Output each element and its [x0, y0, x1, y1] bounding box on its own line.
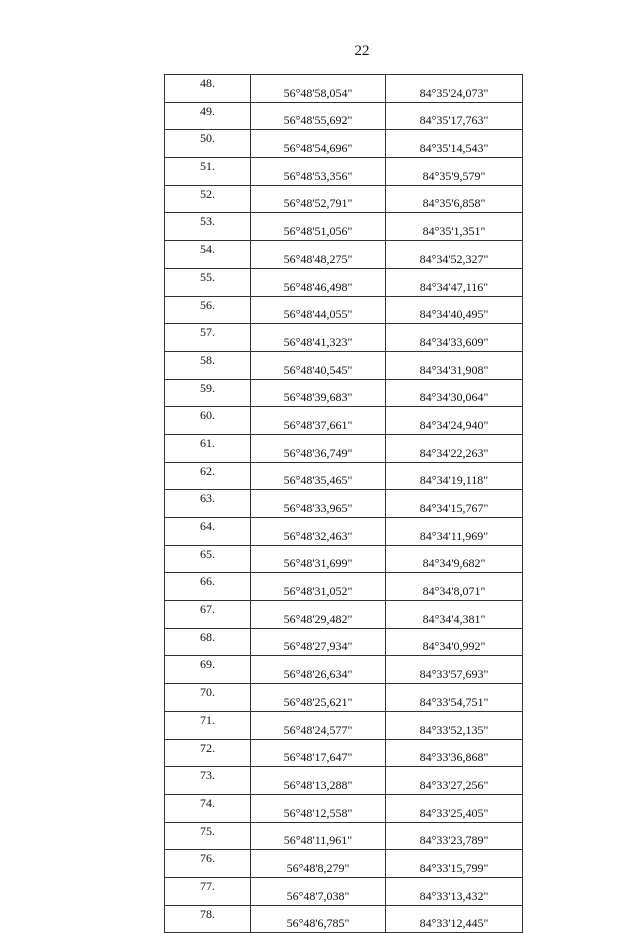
longitude-cell: 84°34'9,682" [386, 545, 523, 573]
coordinates-table-body [165, 75, 523, 933]
table-row [165, 767, 523, 795]
latitude-cell: 56°48'17,647" [251, 739, 386, 767]
longitude-cell: 84°35'1,351" [386, 213, 523, 241]
table-row [165, 296, 523, 324]
table-row [165, 601, 523, 629]
longitude-cell: 84°34'31,908" [386, 351, 523, 379]
point-number-cell: 48. [165, 75, 251, 103]
longitude-cell: 84°34'4,381" [386, 601, 523, 629]
longitude-cell: 84°34'47,116" [386, 268, 523, 296]
point-number-cell: 59. [165, 379, 251, 407]
point-number-cell: 68. [165, 628, 251, 656]
table-row [165, 518, 523, 546]
latitude-cell: 56°48'6,785" [251, 905, 386, 933]
longitude-cell: 84°33'12,445" [386, 905, 523, 933]
latitude-cell: 56°48'58,054" [251, 75, 386, 103]
latitude-cell: 56°48'55,692" [251, 102, 386, 130]
longitude-cell: 84°34'22,263" [386, 434, 523, 462]
table-row [165, 490, 523, 518]
table-row [165, 545, 523, 573]
longitude-cell: 84°34'52,327" [386, 241, 523, 269]
latitude-cell: 56°48'52,791" [251, 185, 386, 213]
point-number-cell: 52. [165, 185, 251, 213]
point-number-cell: 71. [165, 711, 251, 739]
longitude-cell: 84°33'15,799" [386, 850, 523, 878]
latitude-cell: 56°48'48,275" [251, 241, 386, 269]
point-number-cell: 62. [165, 462, 251, 490]
latitude-cell: 56°48'51,056" [251, 213, 386, 241]
latitude-cell: 56°48'31,052" [251, 573, 386, 601]
table-row [165, 407, 523, 435]
longitude-cell: 84°33'36,868" [386, 739, 523, 767]
point-number-cell: 69. [165, 656, 251, 684]
longitude-cell: 84°33'27,256" [386, 767, 523, 795]
table-row [165, 794, 523, 822]
longitude-cell: 84°33'52,135" [386, 711, 523, 739]
longitude-cell: 84°33'13,432" [386, 877, 523, 905]
table-row [165, 268, 523, 296]
table-row [165, 739, 523, 767]
latitude-cell: 56°48'40,545" [251, 351, 386, 379]
table-row [165, 905, 523, 933]
point-number-cell: 61. [165, 434, 251, 462]
table-row [165, 711, 523, 739]
latitude-cell: 56°48'41,323" [251, 324, 386, 352]
table-row [165, 379, 523, 407]
latitude-cell: 56°48'24,577" [251, 711, 386, 739]
table-row [165, 877, 523, 905]
longitude-cell: 84°34'11,969" [386, 518, 523, 546]
longitude-cell: 84°34'30,064" [386, 379, 523, 407]
point-number-cell: 53. [165, 213, 251, 241]
table-row [165, 158, 523, 186]
point-number-cell: 54. [165, 241, 251, 269]
latitude-cell: 56°48'37,661" [251, 407, 386, 435]
table-row [165, 102, 523, 130]
latitude-cell: 56°48'26,634" [251, 656, 386, 684]
latitude-cell: 56°48'13,288" [251, 767, 386, 795]
table-row [165, 850, 523, 878]
table-row [165, 351, 523, 379]
table-row [165, 656, 523, 684]
point-number-cell: 51. [165, 158, 251, 186]
point-number-cell: 56. [165, 296, 251, 324]
table-row [165, 324, 523, 352]
table-row [165, 628, 523, 656]
point-number-cell: 55. [165, 268, 251, 296]
latitude-cell: 56°48'29,482" [251, 601, 386, 629]
longitude-cell: 84°34'15,767" [386, 490, 523, 518]
page-number: 22 [354, 43, 370, 59]
latitude-cell: 56°48'7,038" [251, 877, 386, 905]
point-number-cell: 67. [165, 601, 251, 629]
point-number-cell: 65. [165, 545, 251, 573]
table-row [165, 185, 523, 213]
latitude-cell: 56°48'27,934" [251, 628, 386, 656]
point-number-cell: 49. [165, 102, 251, 130]
table-row [165, 822, 523, 850]
latitude-cell: 56°48'25,621" [251, 684, 386, 712]
point-number-cell: 73. [165, 767, 251, 795]
longitude-cell: 84°33'54,751" [386, 684, 523, 712]
table-row [165, 573, 523, 601]
longitude-cell: 84°35'17,763" [386, 102, 523, 130]
longitude-cell: 84°33'23,789" [386, 822, 523, 850]
longitude-cell: 84°34'8,071" [386, 573, 523, 601]
longitude-cell: 84°35'14,543" [386, 130, 523, 158]
point-number-cell: 58. [165, 351, 251, 379]
table-row [165, 213, 523, 241]
longitude-cell: 84°33'25,405" [386, 794, 523, 822]
longitude-cell: 84°35'24,073" [386, 75, 523, 103]
latitude-cell: 56°48'36,749" [251, 434, 386, 462]
latitude-cell: 56°48'11,961" [251, 822, 386, 850]
table-row [165, 434, 523, 462]
latitude-cell: 56°48'33,965" [251, 490, 386, 518]
point-number-cell: 75. [165, 822, 251, 850]
coordinates-table [164, 74, 523, 933]
longitude-cell: 84°33'57,693" [386, 656, 523, 684]
latitude-cell: 56°48'44,055" [251, 296, 386, 324]
point-number-cell: 78. [165, 905, 251, 933]
point-number-cell: 64. [165, 518, 251, 546]
latitude-cell: 56°48'8,279" [251, 850, 386, 878]
table-row [165, 241, 523, 269]
latitude-cell: 56°48'54,696" [251, 130, 386, 158]
point-number-cell: 60. [165, 407, 251, 435]
longitude-cell: 84°34'24,940" [386, 407, 523, 435]
longitude-cell: 84°34'19,118" [386, 462, 523, 490]
point-number-cell: 74. [165, 794, 251, 822]
longitude-cell: 84°35'9,579" [386, 158, 523, 186]
table-row [165, 462, 523, 490]
latitude-cell: 56°48'46,498" [251, 268, 386, 296]
table-row [165, 130, 523, 158]
latitude-cell: 56°48'35,465" [251, 462, 386, 490]
point-number-cell: 63. [165, 490, 251, 518]
point-number-cell: 50. [165, 130, 251, 158]
latitude-cell: 56°48'39,683" [251, 379, 386, 407]
point-number-cell: 72. [165, 739, 251, 767]
latitude-cell: 56°48'12,558" [251, 794, 386, 822]
latitude-cell: 56°48'32,463" [251, 518, 386, 546]
point-number-cell: 76. [165, 850, 251, 878]
longitude-cell: 84°34'33,609" [386, 324, 523, 352]
longitude-cell: 84°35'6,858" [386, 185, 523, 213]
table-row [165, 684, 523, 712]
point-number-cell: 77. [165, 877, 251, 905]
latitude-cell: 56°48'31,699" [251, 545, 386, 573]
longitude-cell: 84°34'0,992" [386, 628, 523, 656]
table-row [165, 75, 523, 103]
latitude-cell: 56°48'53,356" [251, 158, 386, 186]
longitude-cell: 84°34'40,495" [386, 296, 523, 324]
point-number-cell: 66. [165, 573, 251, 601]
point-number-cell: 57. [165, 324, 251, 352]
point-number-cell: 70. [165, 684, 251, 712]
